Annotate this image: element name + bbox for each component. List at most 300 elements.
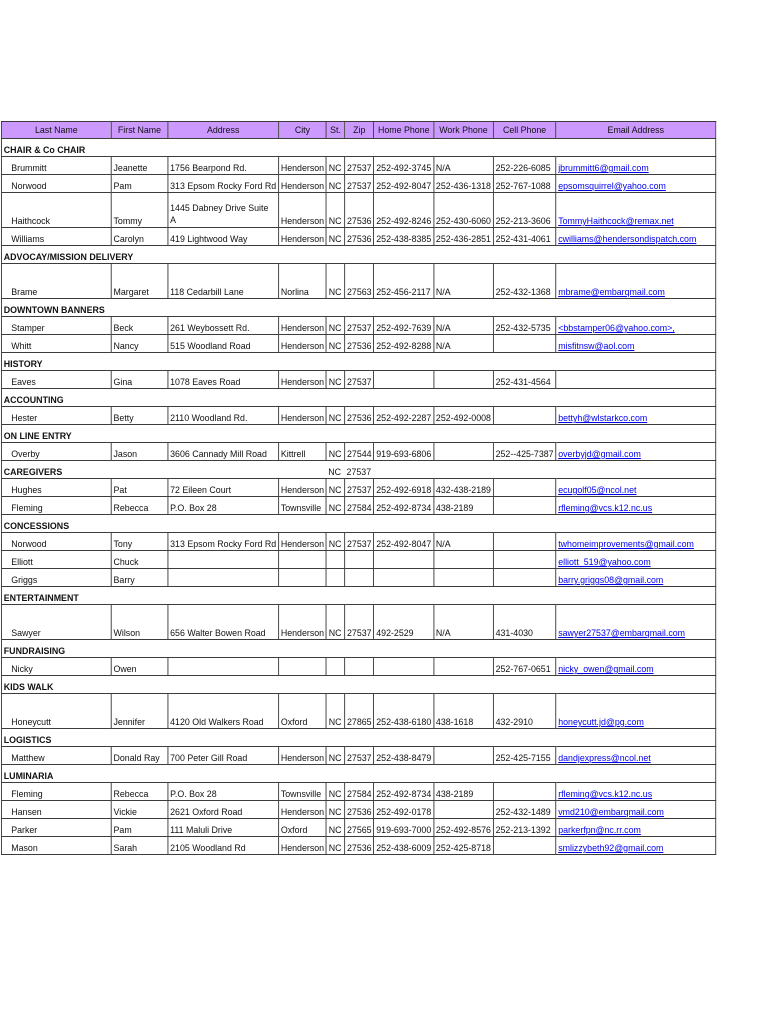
first-name-cell: Pam (111, 175, 168, 193)
address-cell: 700 Peter Gill Road (168, 747, 279, 765)
email-link[interactable]: epsomsquirrel@yahoo.com (558, 181, 666, 192)
zip-cell (345, 425, 374, 443)
empty-cell (556, 299, 716, 317)
email-link[interactable]: vmd210@embarqmail.com (558, 807, 664, 818)
address-cell: 2110 Woodland Rd. (168, 407, 279, 425)
first-name-cell: Wilson (111, 605, 168, 640)
city-cell: Henderson (279, 371, 327, 389)
section-header-row (1, 353, 715, 371)
state-cell: NC (326, 407, 344, 425)
empty-cell (374, 461, 434, 479)
state-cell (326, 569, 344, 587)
empty-cell (374, 640, 434, 658)
zip-cell (345, 658, 374, 676)
empty-cell (374, 299, 434, 317)
table-row (1, 228, 715, 246)
cell-phone-cell: 252-425-7155 (493, 747, 556, 765)
email-link[interactable]: ecugolf05@ncol.net (558, 485, 637, 496)
cell-phone-cell (493, 569, 556, 587)
section-header-row (1, 729, 715, 747)
cell-phone-cell: 252-432-1489 (493, 801, 556, 819)
cell-phone-cell: 431-4030 (493, 605, 556, 640)
first-name-cell: Rebecca (111, 497, 168, 515)
city-cell: Henderson (279, 747, 327, 765)
city-cell: Henderson (279, 317, 327, 335)
table-row (1, 801, 715, 819)
work-phone-cell: 252-492-0008 (434, 407, 494, 425)
state-cell: NC (326, 264, 344, 299)
state-cell (326, 551, 344, 569)
last-name-cell: Elliott (1, 551, 111, 569)
city-cell: Oxford (279, 694, 327, 729)
first-name-cell: Betty (111, 407, 168, 425)
state-cell: NC (326, 801, 344, 819)
empty-cell (493, 515, 556, 533)
state-cell: NC (326, 443, 344, 461)
work-phone-cell: 438-2189 (434, 783, 494, 801)
email-link[interactable]: elliott_519@yahoo.com (558, 557, 651, 568)
table-row (1, 443, 715, 461)
section-title: CAREGIVERS (1, 461, 326, 479)
contact-spreadsheet (1, 121, 716, 855)
address-cell: 313 Epsom Rocky Ford Rd (168, 175, 279, 193)
address-cell: 313 Epsom Rocky Ford Rd (168, 533, 279, 551)
section-header-row (1, 299, 715, 317)
zip-cell: 27537 (345, 479, 374, 497)
state-cell (326, 765, 344, 783)
empty-cell (434, 587, 494, 605)
state-cell (326, 425, 344, 443)
state-cell: NC (326, 157, 344, 175)
zip-cell: 27537 (345, 317, 374, 335)
email-cell (556, 335, 716, 353)
home-phone-cell: 252-492-2287 (374, 407, 434, 425)
last-name-cell: Honeycutt (1, 694, 111, 729)
state-cell (326, 139, 344, 157)
home-phone-cell: 252-438-6009 (374, 837, 434, 855)
empty-cell (374, 676, 434, 694)
city-cell: Henderson (279, 801, 327, 819)
header-state: St. (326, 122, 344, 139)
first-name-cell: Barry (111, 569, 168, 587)
last-name-cell: Brame (1, 264, 111, 299)
email-link[interactable]: rfleming@vcs.k12.nc.us (558, 503, 653, 514)
state-cell: NC (326, 175, 344, 193)
first-name-cell: Owen (111, 658, 168, 676)
table-row (1, 837, 715, 855)
last-name-cell: Brummitt (1, 157, 111, 175)
city-cell: Henderson (279, 533, 327, 551)
last-name-cell: Overby (1, 443, 111, 461)
city-cell: Kittrell (279, 443, 327, 461)
email-cell (556, 479, 716, 497)
cell-phone-cell: 252-213-3606 (493, 193, 556, 228)
work-phone-cell: N/A (434, 157, 494, 175)
section-title: CONCESSIONS (1, 515, 326, 533)
table-row (1, 569, 715, 587)
first-name-cell: Carolyn (111, 228, 168, 246)
section-header-row (1, 246, 715, 264)
empty-cell (556, 425, 716, 443)
empty-cell (556, 515, 716, 533)
table-row (1, 497, 715, 515)
table-row (1, 317, 715, 335)
home-phone-cell: 492-2529 (374, 605, 434, 640)
empty-cell (493, 353, 556, 371)
header-email: Email Address (556, 122, 716, 139)
work-phone-cell: 252-425-8718 (434, 837, 494, 855)
empty-cell (556, 389, 716, 407)
cell-phone-cell: 252-431-4564 (493, 371, 556, 389)
email-cell (556, 837, 716, 855)
section-header-row (1, 765, 715, 783)
email-link[interactable]: smlizzybeth92@gmail.com (558, 843, 664, 854)
zip-cell (345, 389, 374, 407)
work-phone-cell: 438-1618 (434, 694, 494, 729)
header-row (1, 122, 715, 139)
cell-phone-cell (493, 783, 556, 801)
home-phone-cell: 252-492-0178 (374, 801, 434, 819)
email-link[interactable]: TommyHaithcock@remax.net (558, 216, 674, 227)
email-link[interactable]: misfitnsw@aol.com (558, 341, 635, 352)
email-link[interactable]: cwilliams@hendersondispatch.com (558, 234, 697, 245)
empty-cell (493, 425, 556, 443)
empty-cell (434, 353, 494, 371)
first-name-cell: Donald Ray (111, 747, 168, 765)
empty-cell (556, 765, 716, 783)
empty-cell (434, 676, 494, 694)
work-phone-cell (434, 371, 494, 389)
section-header-row (1, 389, 715, 407)
first-name-cell: Tommy (111, 193, 168, 228)
section-title: DOWNTOWN BANNERS (1, 299, 326, 317)
cell-phone-cell (493, 335, 556, 353)
address-cell: P.O. Box 28 (168, 783, 279, 801)
address-cell: 118 Cedarbill Lane (168, 264, 279, 299)
empty-cell (374, 139, 434, 157)
empty-cell (556, 676, 716, 694)
email-link[interactable]: sawyer27537@embarqmail.com (558, 628, 686, 639)
table-row (1, 157, 715, 175)
email-cell (556, 497, 716, 515)
empty-cell (374, 515, 434, 533)
table-row (1, 783, 715, 801)
empty-cell (374, 246, 434, 264)
email-cell (556, 371, 716, 389)
state-cell: NC (326, 317, 344, 335)
city-cell: Henderson (279, 193, 327, 228)
state-cell (326, 353, 344, 371)
email-link[interactable]: dandjexpress@ncol.net (558, 753, 651, 764)
first-name-cell: Sarah (111, 837, 168, 855)
header-city: City (279, 122, 327, 139)
section-header-row (1, 587, 715, 605)
state-cell (326, 246, 344, 264)
empty-cell (374, 389, 434, 407)
home-phone-cell: 252-492-8047 (374, 175, 434, 193)
last-name-cell: Williams (1, 228, 111, 246)
table-row (1, 371, 715, 389)
work-phone-cell: N/A (434, 533, 494, 551)
first-name-cell: Jason (111, 443, 168, 461)
city-cell: Henderson (279, 157, 327, 175)
city-cell: Henderson (279, 175, 327, 193)
cell-phone-cell: 432-2910 (493, 694, 556, 729)
first-name-cell: Pam (111, 819, 168, 837)
email-cell (556, 264, 716, 299)
zip-cell: 27537 (345, 175, 374, 193)
empty-cell (493, 587, 556, 605)
address-cell: 3606 Cannady Mill Road (168, 443, 279, 461)
state-cell (326, 640, 344, 658)
email-cell (556, 801, 716, 819)
email-link[interactable]: bettyh@wlstarkco.com (558, 413, 648, 424)
header-first-name: First Name (111, 122, 168, 139)
first-name-cell: Jennifer (111, 694, 168, 729)
section-header-row (1, 676, 715, 694)
home-phone-cell: 252-492-6918 (374, 479, 434, 497)
email-cell (556, 228, 716, 246)
home-phone-cell (374, 371, 434, 389)
email-cell (556, 533, 716, 551)
empty-cell (556, 640, 716, 658)
state-cell (326, 515, 344, 533)
email-cell (556, 443, 716, 461)
email-link[interactable]: jbrummitt6@gmail.com (558, 163, 649, 174)
work-phone-cell: N/A (434, 605, 494, 640)
last-name-cell: Parker (1, 819, 111, 837)
email-cell (556, 193, 716, 228)
empty-cell (374, 729, 434, 747)
work-phone-cell (434, 747, 494, 765)
table-row (1, 747, 715, 765)
email-link[interactable]: overbyjd@gmail.com (558, 449, 641, 460)
zip-cell: 27584 (345, 497, 374, 515)
email-cell (556, 551, 716, 569)
empty-cell (493, 729, 556, 747)
table-row (1, 819, 715, 837)
state-cell: NC (326, 335, 344, 353)
home-phone-cell (374, 569, 434, 587)
table-row (1, 479, 715, 497)
table-row (1, 605, 715, 640)
state-cell (326, 658, 344, 676)
work-phone-cell: N/A (434, 317, 494, 335)
address-cell: 515 Woodland Road (168, 335, 279, 353)
state-cell: NC (326, 461, 344, 479)
header-last-name: Last Name (1, 122, 111, 139)
state-cell (326, 676, 344, 694)
empty-cell (434, 246, 494, 264)
section-title: ON LINE ENTRY (1, 425, 326, 443)
zip-cell: 27584 (345, 783, 374, 801)
table-row (1, 175, 715, 193)
section-header-row (1, 640, 715, 658)
state-cell: NC (326, 605, 344, 640)
state-cell: NC (326, 228, 344, 246)
state-cell: NC (326, 694, 344, 729)
home-phone-cell: 252-492-8246 (374, 193, 434, 228)
state-cell: NC (326, 837, 344, 855)
zip-cell (345, 299, 374, 317)
section-header-row (1, 461, 715, 479)
email-cell (556, 407, 716, 425)
state-cell: NC (326, 747, 344, 765)
empty-cell (434, 515, 494, 533)
home-phone-cell: 252-438-8385 (374, 228, 434, 246)
last-name-cell: Sawyer (1, 605, 111, 640)
email-link[interactable]: twhomeimprovements@gmail.com (558, 539, 694, 550)
first-name-cell: Tony (111, 533, 168, 551)
empty-cell (493, 246, 556, 264)
first-name-cell: Vickie (111, 801, 168, 819)
table-row (1, 694, 715, 729)
zip-cell: 27563 (345, 264, 374, 299)
empty-cell (434, 765, 494, 783)
last-name-cell: Fleming (1, 783, 111, 801)
first-name-cell: Pat (111, 479, 168, 497)
cell-phone-cell (493, 533, 556, 551)
home-phone-cell: 252-492-3745 (374, 157, 434, 175)
header-cell-phone: Cell Phone (493, 122, 556, 139)
zip-cell: 27537 (345, 533, 374, 551)
email-link[interactable]: nicky_owen@gmail.com (558, 664, 654, 675)
zip-cell: 27536 (345, 228, 374, 246)
cell-phone-cell (493, 407, 556, 425)
zip-cell (345, 139, 374, 157)
empty-cell (434, 729, 494, 747)
address-cell: 2105 Woodland Rd (168, 837, 279, 855)
last-name-cell: Haithcock (1, 193, 111, 228)
empty-cell (493, 640, 556, 658)
city-cell: Henderson (279, 837, 327, 855)
empty-cell (493, 389, 556, 407)
work-phone-cell: 252-436-2851 (434, 228, 494, 246)
email-cell (556, 569, 716, 587)
work-phone-cell: 432-438-2189 (434, 479, 494, 497)
zip-cell: 27536 (345, 335, 374, 353)
state-cell: NC (326, 497, 344, 515)
header-address: Address (168, 122, 279, 139)
city-cell: Oxford (279, 819, 327, 837)
address-cell (168, 551, 279, 569)
section-title: CHAIR & Co CHAIR (1, 139, 326, 157)
city-cell: Norlina (279, 264, 327, 299)
zip-cell: 27537 (345, 157, 374, 175)
section-header-row (1, 139, 715, 157)
cell-phone-cell: 252-432-5735 (493, 317, 556, 335)
state-cell (326, 729, 344, 747)
last-name-cell: Norwood (1, 533, 111, 551)
city-cell: Henderson (279, 605, 327, 640)
email-cell (556, 694, 716, 729)
email-link[interactable]: <bbstamper06@yahoo.com>, (558, 323, 675, 334)
zip-cell: 27536 (345, 837, 374, 855)
table-row (1, 658, 715, 676)
state-cell: NC (326, 533, 344, 551)
last-name-cell: Fleming (1, 497, 111, 515)
email-link[interactable]: honeycutt.jd@pg.com (558, 717, 644, 728)
section-title: FUNDRAISING (1, 640, 326, 658)
section-title: KIDS WALK (1, 676, 326, 694)
work-phone-cell: 252-430-6060 (434, 193, 494, 228)
home-phone-cell (374, 551, 434, 569)
table-row (1, 193, 715, 228)
empty-cell (434, 389, 494, 407)
address-cell: 1445 Dabney Drive Suite A (168, 193, 279, 228)
city-cell (279, 658, 327, 676)
cell-phone-cell (493, 551, 556, 569)
empty-cell (493, 461, 556, 479)
empty-cell (434, 425, 494, 443)
section-title: ENTERTAINMENT (1, 587, 326, 605)
zip-cell (345, 676, 374, 694)
home-phone-cell: 252-492-8734 (374, 783, 434, 801)
home-phone-cell: 252-438-6180 (374, 694, 434, 729)
email-link[interactable]: mbrame@embarqmail.com (558, 287, 665, 298)
state-cell (326, 587, 344, 605)
state-cell: NC (326, 479, 344, 497)
cell-phone-cell: 252-213-1392 (493, 819, 556, 837)
work-phone-cell (434, 569, 494, 587)
email-link[interactable]: barry.griggs08@gmail.com (558, 575, 664, 586)
home-phone-cell: 252-492-7639 (374, 317, 434, 335)
empty-cell (374, 425, 434, 443)
zip-cell (345, 569, 374, 587)
zip-cell (345, 551, 374, 569)
zip-cell: 27536 (345, 407, 374, 425)
email-cell (556, 175, 716, 193)
email-cell (556, 317, 716, 335)
header-home-phone: Home Phone (374, 122, 434, 139)
city-cell: Henderson (279, 228, 327, 246)
email-cell (556, 783, 716, 801)
address-cell: 4120 Old Walkers Road (168, 694, 279, 729)
empty-cell (493, 299, 556, 317)
section-header-row (1, 425, 715, 443)
email-link[interactable]: rfleming@vcs.k12.nc.us (558, 789, 653, 800)
email-cell (556, 819, 716, 837)
empty-cell (434, 299, 494, 317)
first-name-cell: Jeanette (111, 157, 168, 175)
empty-cell (493, 676, 556, 694)
work-phone-cell (434, 551, 494, 569)
work-phone-cell (434, 658, 494, 676)
city-cell: Henderson (279, 479, 327, 497)
address-cell: 111 Maluli Drive (168, 819, 279, 837)
address-cell: P.O. Box 28 (168, 497, 279, 515)
email-link[interactable]: parkerfpn@nc.rr.com (558, 825, 641, 836)
last-name-cell: Matthew (1, 747, 111, 765)
zip-cell (345, 640, 374, 658)
section-title: ADVOCAY/MISSION DELIVERY (1, 246, 326, 264)
address-cell: 1078 Eaves Road (168, 371, 279, 389)
address-cell: 2621 Oxford Road (168, 801, 279, 819)
city-cell: Townsville (279, 783, 327, 801)
cell-phone-cell: 252--425-7387 (493, 443, 556, 461)
zip-cell (345, 515, 374, 533)
state-cell: NC (326, 819, 344, 837)
section-title: LOGISTICS (1, 729, 326, 747)
section-title: LUMINARIA (1, 765, 326, 783)
address-cell (168, 658, 279, 676)
address-cell: 72 Eileen Court (168, 479, 279, 497)
zip-cell: 27536 (345, 801, 374, 819)
state-cell (326, 389, 344, 407)
cell-phone-cell (493, 479, 556, 497)
cell-phone-cell (493, 497, 556, 515)
empty-cell (434, 640, 494, 658)
